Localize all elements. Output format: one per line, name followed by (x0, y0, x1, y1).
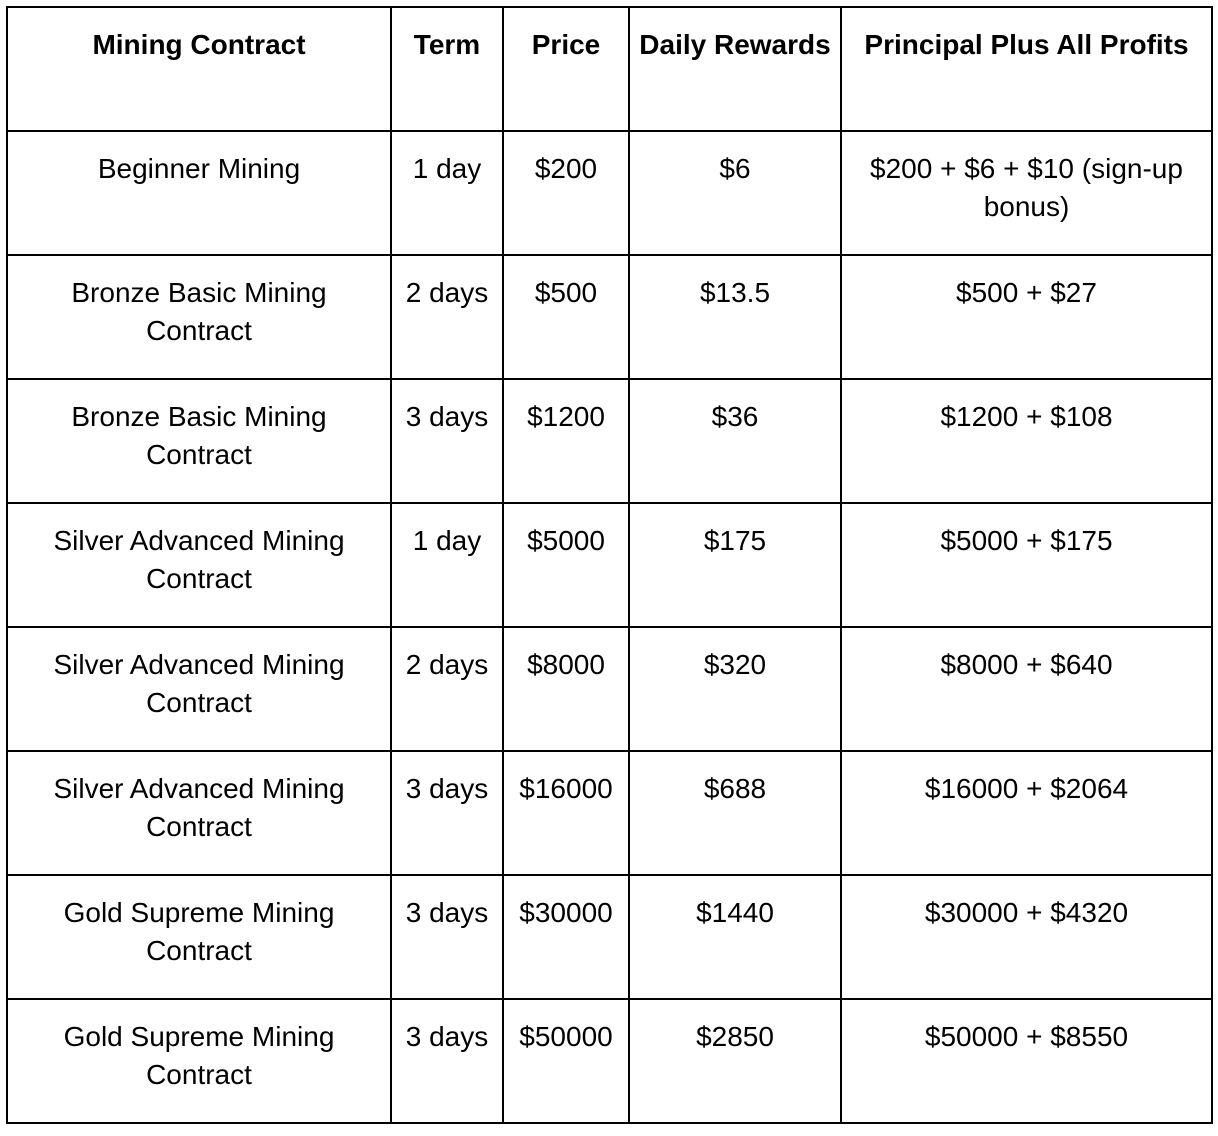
cell-daily-rewards: $6 (629, 131, 841, 255)
cell-daily-rewards: $13.5 (629, 255, 841, 379)
cell-contract: Gold Supreme Mining Contract (7, 875, 391, 999)
cell-term: 2 days (391, 627, 503, 751)
cell-principal-profits: $30000 + $4320 (841, 875, 1212, 999)
cell-principal-profits: $8000 + $640 (841, 627, 1212, 751)
cell-price: $8000 (503, 627, 629, 751)
cell-daily-rewards: $2850 (629, 999, 841, 1123)
cell-term: 3 days (391, 751, 503, 875)
cell-contract: Silver Advanced Mining Contract (7, 751, 391, 875)
cell-price: $500 (503, 255, 629, 379)
table-row (7, 255, 1212, 379)
cell-contract: Bronze Basic Mining Contract (7, 255, 391, 379)
cell-daily-rewards: $175 (629, 503, 841, 627)
header-price: Price (503, 7, 629, 131)
table-row (7, 627, 1212, 751)
table-row (7, 875, 1212, 999)
table-row (7, 503, 1212, 627)
cell-daily-rewards: $36 (629, 379, 841, 503)
table-row (7, 131, 1212, 255)
table-row (7, 379, 1212, 503)
cell-price: $1200 (503, 379, 629, 503)
cell-term: 3 days (391, 999, 503, 1123)
header-mining-contract: Mining Contract (7, 7, 391, 131)
header-term: Term (391, 7, 503, 131)
cell-price: $50000 (503, 999, 629, 1123)
cell-principal-profits: $50000 + $8550 (841, 999, 1212, 1123)
cell-price: $30000 (503, 875, 629, 999)
cell-contract: Silver Advanced Mining Contract (7, 503, 391, 627)
cell-principal-profits: $500 + $27 (841, 255, 1212, 379)
header-daily-rewards: Daily Rewards (629, 7, 841, 131)
mining-contracts-table-container (6, 6, 1213, 1124)
cell-price: $5000 (503, 503, 629, 627)
cell-daily-rewards: $688 (629, 751, 841, 875)
cell-principal-profits: $16000 + $2064 (841, 751, 1212, 875)
cell-principal-profits: $200 + $6 + $10 (sign-up bonus) (841, 131, 1212, 255)
cell-daily-rewards: $1440 (629, 875, 841, 999)
cell-term: 3 days (391, 875, 503, 999)
cell-principal-profits: $1200 + $108 (841, 379, 1212, 503)
cell-daily-rewards: $320 (629, 627, 841, 751)
cell-term: 3 days (391, 379, 503, 503)
cell-price: $200 (503, 131, 629, 255)
cell-contract: Bronze Basic Mining Contract (7, 379, 391, 503)
table-row (7, 999, 1212, 1123)
cell-contract: Gold Supreme Mining Contract (7, 999, 391, 1123)
cell-term: 1 day (391, 131, 503, 255)
table-row (7, 751, 1212, 875)
cell-price: $16000 (503, 751, 629, 875)
cell-principal-profits: $5000 + $175 (841, 503, 1212, 627)
cell-contract: Beginner Mining (7, 131, 391, 255)
cell-contract: Silver Advanced Mining Contract (7, 627, 391, 751)
cell-term: 2 days (391, 255, 503, 379)
mining-contracts-table (6, 6, 1213, 1124)
cell-term: 1 day (391, 503, 503, 627)
table-header-row (7, 7, 1212, 131)
header-principal-plus-profits: Principal Plus All Profits (841, 7, 1212, 131)
